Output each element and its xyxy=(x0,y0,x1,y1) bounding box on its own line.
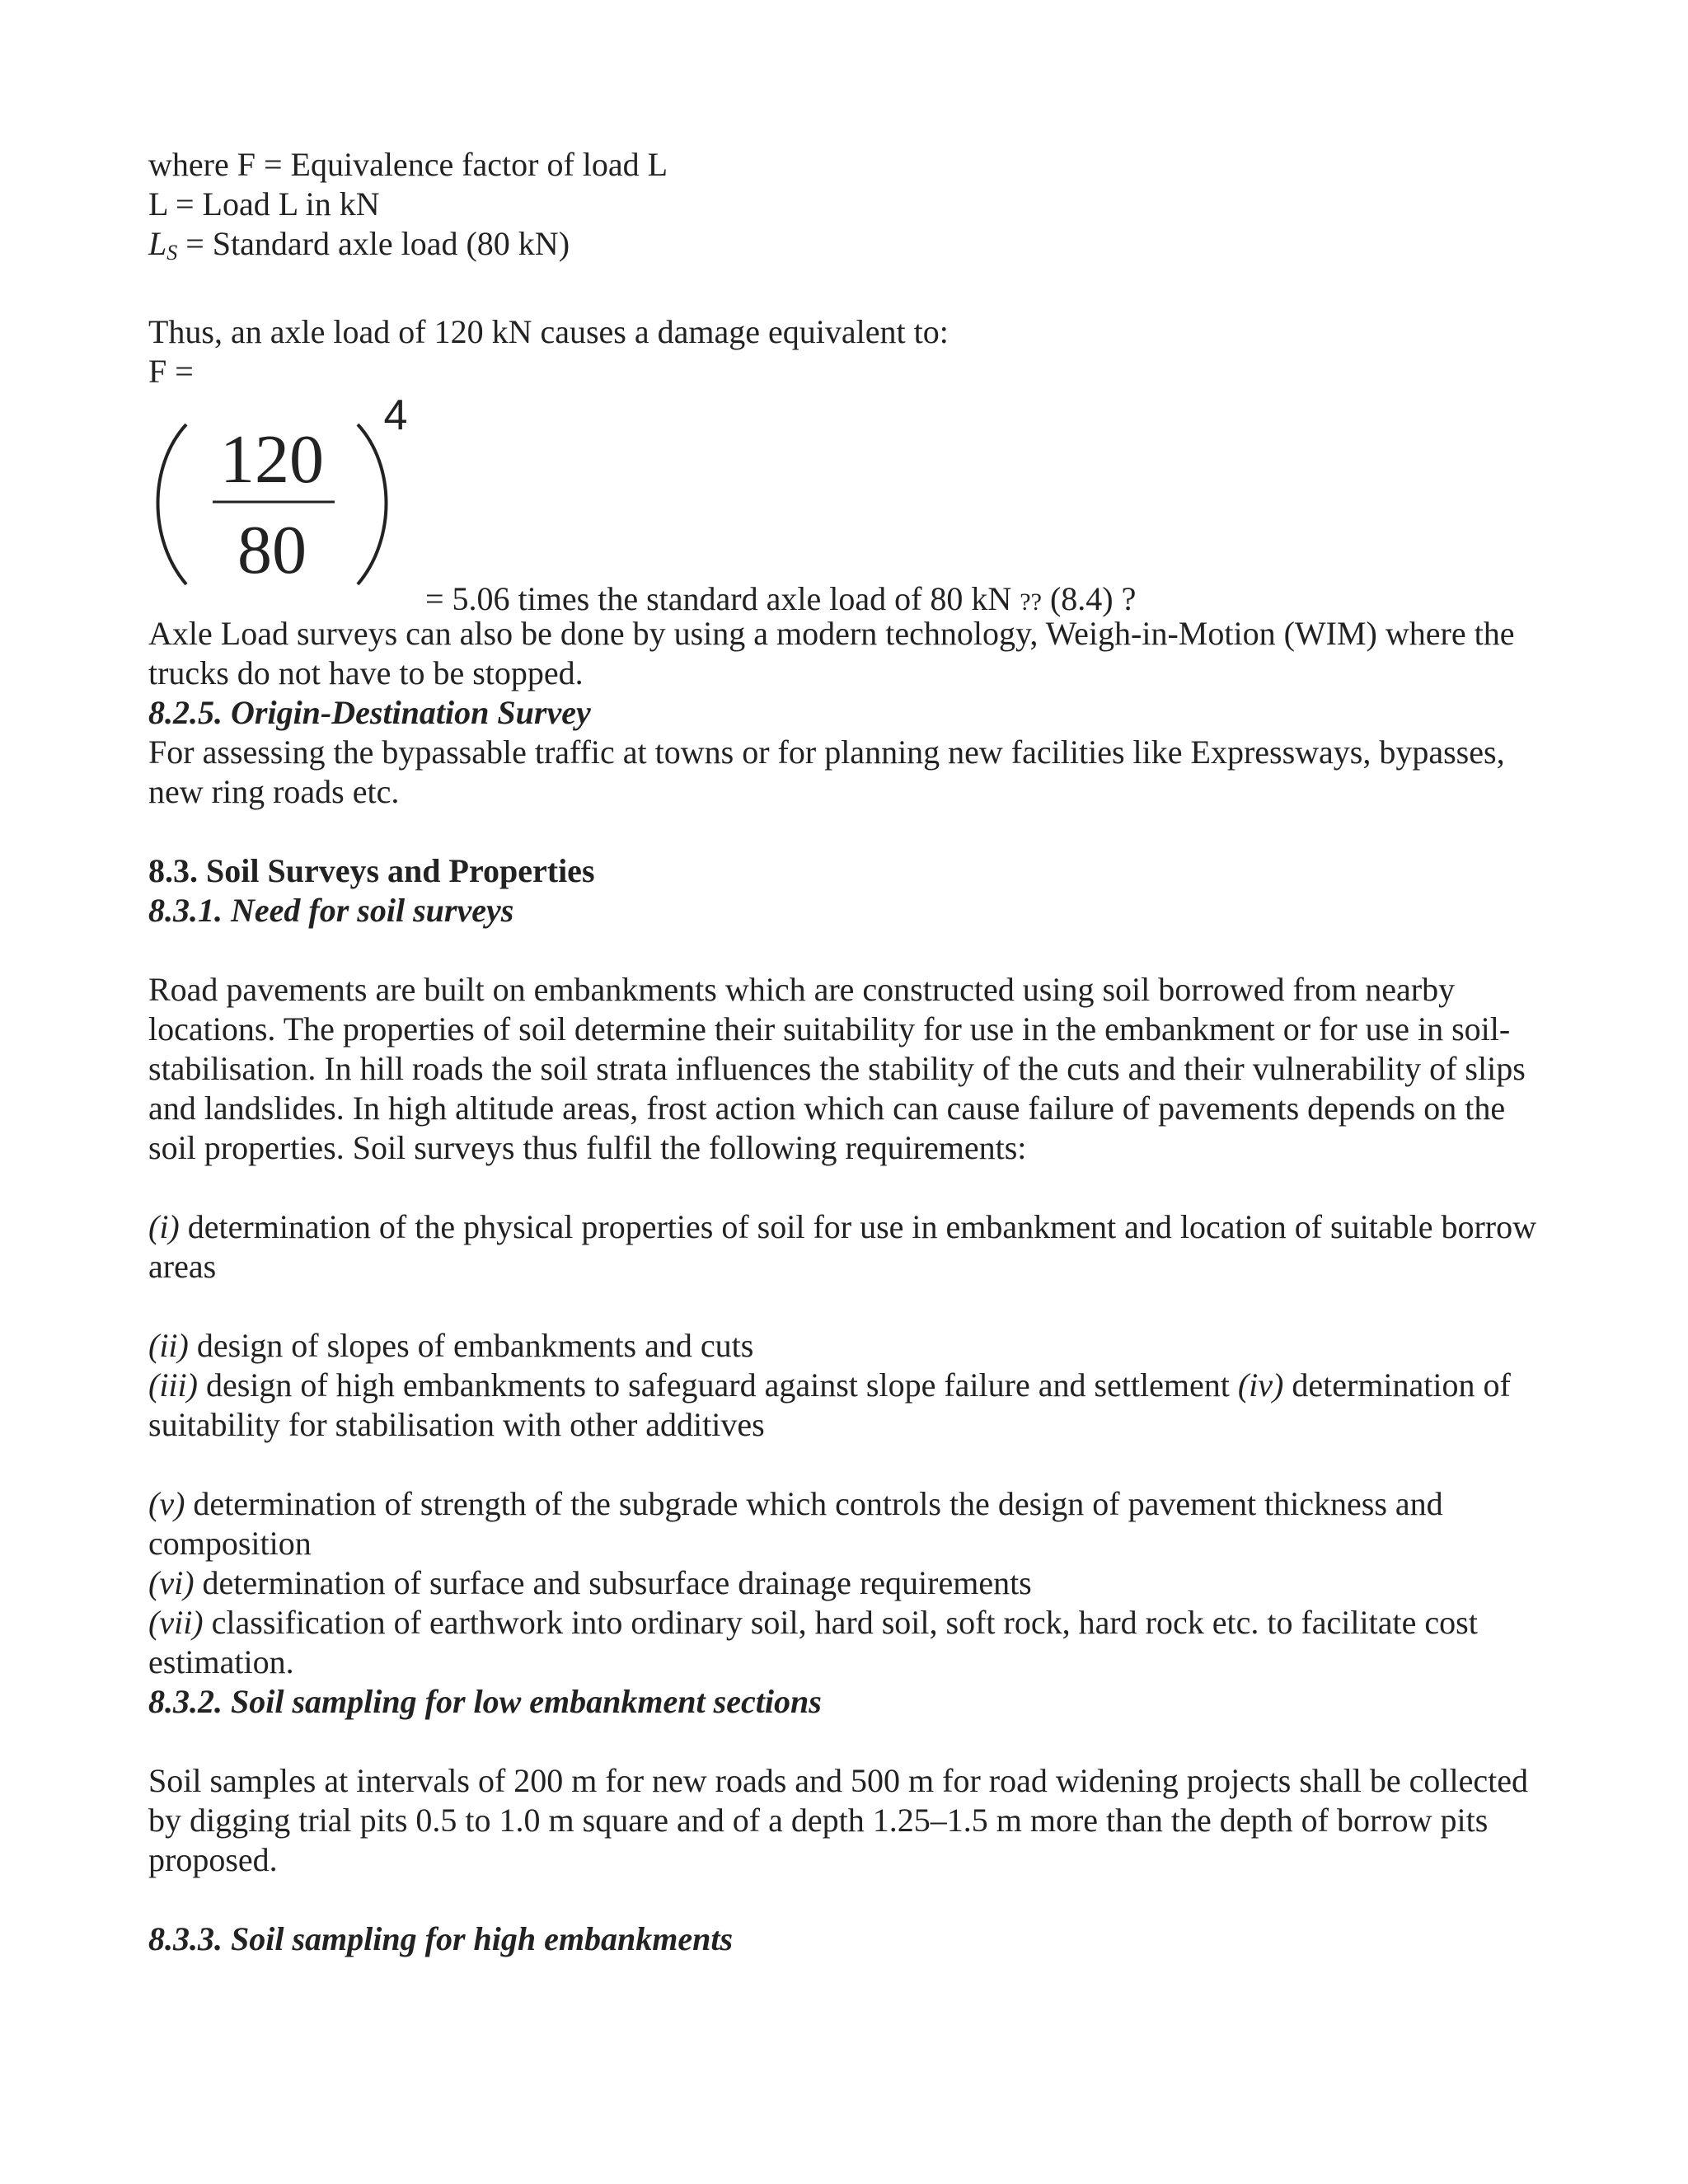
requirement-number: (iii) xyxy=(148,1366,198,1404)
soil-surveys-paragraph: Road pavements are built on embankments which are constructed using soil borrowed from nearby locations. The properties of soil determine their suitability for use in the embankment or for use in soil-stabilisation. In hill roads the soil strata influences the stability of the cuts and their vulnerability of slips and landslides. In high altitude areas, frost action which can cause failure of pavements depends on the soil properties. Soil surveys thus fulfil the following requirements: xyxy=(148,971,1526,1166)
definition-l: L = Load L in kN xyxy=(148,185,380,223)
requirement-item-2 xyxy=(148,1326,1550,1366)
requirement-number: (ii) xyxy=(148,1327,189,1364)
requirement-text: design of high embankments to safeguard against slope failure and settlement xyxy=(197,1366,1238,1404)
fraction-numerator: 120 xyxy=(220,421,324,498)
heading-8-3-3: 8.3.3. Soil sampling for high embankments xyxy=(148,1920,734,1957)
requirement-text: classification of earthwork into ordinary soil, hard soil, soft rock, hard rock etc. to facilitate cost estimation. xyxy=(148,1604,1478,1680)
definition-ls-text: = Standard axle load (80 kN) xyxy=(177,225,570,262)
requirement-text: determination of suitability for stabilisation with other additives xyxy=(148,1366,1511,1443)
requirement-number: (v) xyxy=(148,1485,185,1522)
requirement-text: determination of the physical properties of soil for use in embankment and location of suitable borrow areas xyxy=(148,1208,1536,1285)
formula-equation-number: (8.4) ? xyxy=(1049,580,1137,617)
document-page xyxy=(148,145,1550,1959)
left-parenthesis xyxy=(158,424,187,584)
ls-subscript: S xyxy=(166,241,178,265)
requirement-item-6 xyxy=(148,1563,1550,1603)
f-equals: F = xyxy=(148,353,194,390)
example-intro: Thus, an axle load of 120 kN causes a damage equivalent to: xyxy=(148,313,949,350)
requirement-item-1 xyxy=(148,1207,1550,1286)
requirement-number: (iv) xyxy=(1237,1366,1284,1404)
requirement-item-5 xyxy=(148,1484,1550,1563)
low-embankment-paragraph: Soil samples at intervals of 200 m for new roads and 500 m for road widening projects shall be collected by digging trial pits 0.5 to 1.0 m square and of a depth 1.25–1.5 m more than the depth of borrow pits proposed. xyxy=(148,1762,1529,1878)
formula-result xyxy=(425,579,1136,622)
heading-8-2-5: 8.2.5. Origin-Destination Survey xyxy=(148,694,591,731)
right-parenthesis xyxy=(358,424,387,584)
requirement-text: determination of strength of the subgrade which controls the design of pavement thickness and composition xyxy=(148,1485,1443,1562)
formula-result-marker: ?? xyxy=(1020,588,1042,616)
definition-ls xyxy=(148,224,1550,273)
heading-8-3: 8.3. Soil Surveys and Properties xyxy=(148,852,595,889)
requirement-number: (vi) xyxy=(148,1564,195,1601)
od-survey-paragraph: For assessing the bypassable traffic at towns or for planning new facilities like Expressways, bypasses, new ring roads etc. xyxy=(148,733,1505,810)
requirement-text: design of slopes of embankments and cuts xyxy=(188,1327,754,1364)
requirement-text: determination of surface and subsurface drainage requirements xyxy=(194,1564,1032,1601)
equivalence-formula xyxy=(148,391,1550,617)
requirement-number: (vii) xyxy=(148,1604,204,1641)
formula-result-text: = 5.06 times the standard axle load of 80 kN xyxy=(425,580,1012,617)
requirement-item-3-4 xyxy=(148,1366,1550,1445)
heading-8-3-2: 8.3.2. Soil sampling for low embankment sections xyxy=(148,1683,822,1720)
requirement-number: (i) xyxy=(148,1208,180,1245)
requirement-item-7 xyxy=(148,1603,1550,1682)
heading-8-3-1: 8.3.1. Need for soil surveys xyxy=(148,892,514,929)
wim-paragraph: Axle Load surveys can also be done by using a modern technology, Weigh-in-Motion (WIM) where the trucks do not have to be stopped. xyxy=(148,615,1515,691)
definition-f: where F = Equivalence factor of load L xyxy=(148,146,668,183)
fraction-denominator: 80 xyxy=(237,512,307,588)
fraction-exponent: 4 xyxy=(383,391,408,439)
fraction-power-graphic xyxy=(148,391,420,614)
ls-symbol: L xyxy=(148,225,167,262)
